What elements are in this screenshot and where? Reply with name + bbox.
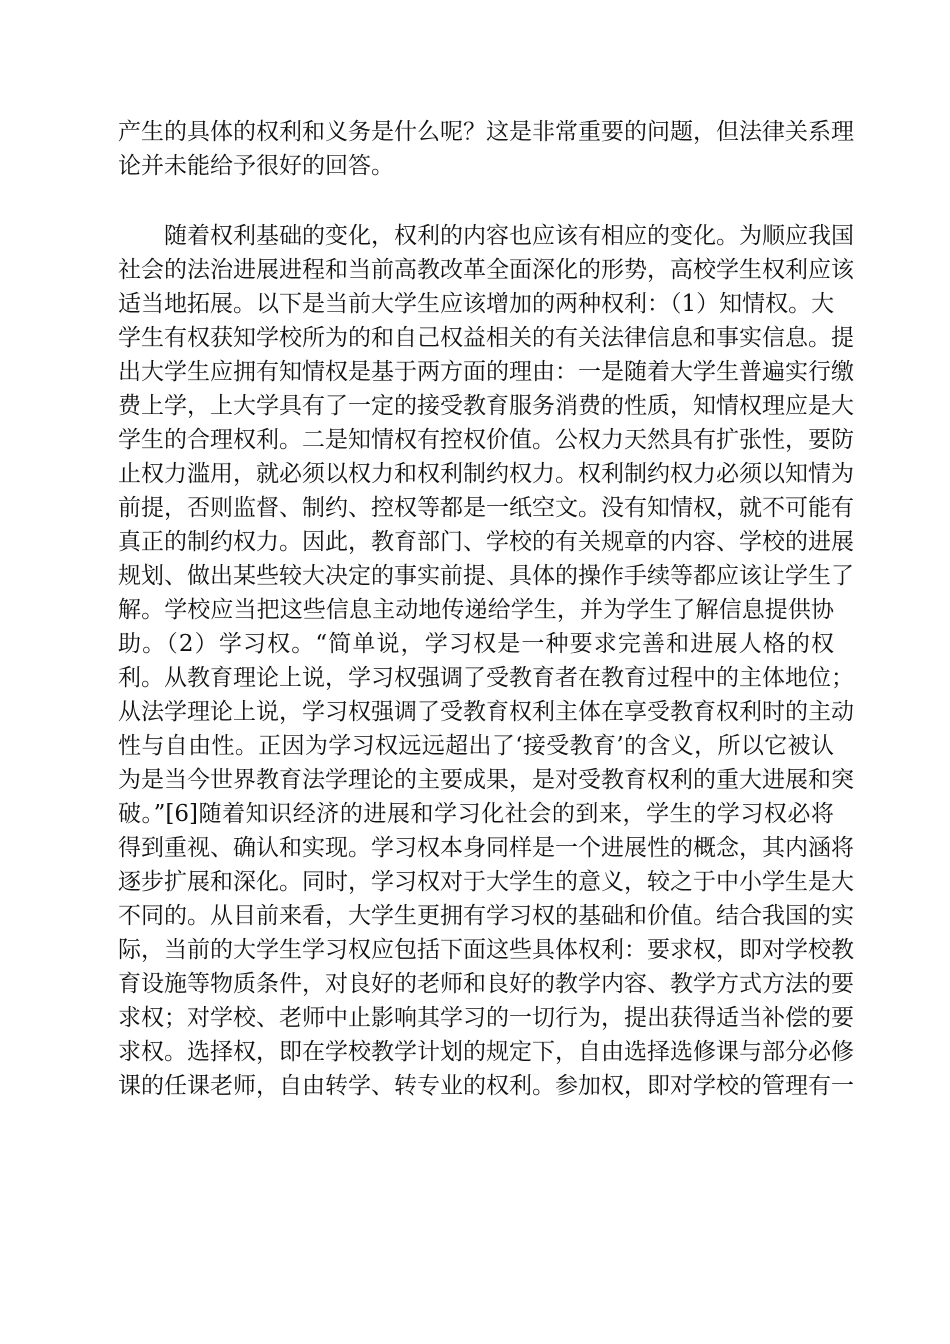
paragraph-line: 适当地拓展。以下是当前大学生应该增加的两种权利：（1）知情权。大	[118, 291, 835, 317]
paragraph-line: 际，当前的大学生学习权应包括下面这些具体权利：要求权，即对学校教	[118, 937, 854, 963]
paragraph-line: 前提，否则监督、制约、控权等都是一纸空文。没有知情权，就不可能有	[118, 495, 854, 521]
paragraph-line: 学生有权获知学校所为的和自己权益相关的有关法律信息和事实信息。提	[118, 325, 854, 351]
paragraph-line: 破。”[6]随着知识经济的进展和学习化社会的到来，学生的学习权必将	[118, 801, 834, 827]
paragraph-line	[118, 1103, 834, 1137]
paragraph-line: 学生的合理权利。二是知情权有控权价值。公权力天然具有扩张性，要防	[118, 427, 854, 453]
paragraph-line: 真正的制约权力。因此，教育部门、学校的有关规章的内容、学校的进展	[118, 529, 854, 555]
paragraph-line: 为是当今世界教育法学理论的主要成果，是对受教育权利的重大进展和突	[118, 767, 854, 793]
paragraph-line: 性与自由性。正因为学习权远远超出了‘接受教育’的含义，所以它被认	[118, 733, 834, 759]
paragraph-line: 出大学生应拥有知情权是基于两方面的理由：一是随着大学生普遍实行缴	[118, 359, 854, 385]
paragraph-line: 论并未能给予很好的回答。	[118, 153, 394, 179]
paragraph-line: 社会的法治进展进程和当前高教改革全面深化的形势，高校学生权利应该	[118, 257, 854, 283]
paragraph-1	[118, 115, 854, 183]
paragraph-line: 求权；对学校、老师中止影响其学习的一切行为，提出获得适当补偿的要	[118, 1005, 854, 1031]
paragraph-line: 逐步扩展和深化。同时，学习权对于大学生的意义，较之于中小学生是大	[118, 869, 854, 895]
paragraph-line: 育设施等物质条件，对良好的老师和良好的教学内容、教学方式方法的要	[118, 971, 854, 997]
paragraph-line: 助。（2）学习权。“简单说，学习权是一种要求完善和进展人格的权	[118, 631, 834, 657]
paragraph-line: 止权力滥用，就必须以权力和权利制约权力。权利制约权力必须以知情为	[118, 461, 854, 487]
paragraph-line: 从法学理论上说，学习权强调了受教育权利主体在享受教育权利时的主动	[118, 699, 854, 725]
paragraph-line: 解。学校应当把这些信息主动地传递给学生，并为学生了解信息提供协	[118, 597, 834, 623]
paragraph-line	[118, 1171, 834, 1205]
paragraph-line: 规划、做出某些较大决定的事实前提、具体的操作手续等都应该让学生了	[118, 563, 854, 589]
paragraph-line: 不同的。从目前来看，大学生更拥有学习权的基础和价值。结合我国的实	[118, 903, 854, 929]
paragraph-line: 利。从教育理论上说，学习权强调了受教育者在教育过程中的主体地位；	[118, 665, 854, 691]
paragraph-line: 费上学，上大学具有了一定的接受教育服务消费的性质，知情权理应是大	[118, 393, 854, 419]
paragraph-line: 得到重视、确认和实现。学习权本身同样是一个进展性的概念，其内涵将	[118, 835, 854, 861]
paragraph-line: 求权。选择权，即在学校教学计划的规定下，自由选择选修课与部分必修	[118, 1039, 854, 1065]
paragraph-line: 产生的具体的权利和义务是什么呢？这是非常重要的问题，但法律关系理	[118, 119, 854, 145]
paragraph-line: 课的任课老师，自由转学、转专业的权利。参加权，即对学校的管理有一	[118, 1073, 854, 1099]
paragraph-line: 随着权利基础的变化，权利的内容也应该有相应的变化。为顺应我国	[118, 223, 854, 249]
paragraph-line	[118, 1137, 834, 1171]
paragraph-2	[118, 219, 854, 1205]
